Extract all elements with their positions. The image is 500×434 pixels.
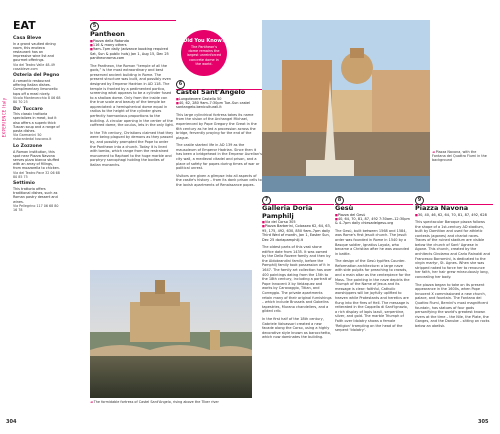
eat-item-name: Osteria del Pegno xyxy=(13,73,60,79)
pantheon-rule xyxy=(90,20,176,21)
navona-body-2: The piazza began to take on its present appearance in the 1600s, when Pope Innocent X commissioned a new church, palace, and fountain. The Fontana dei Quattro Fiumi, Bernini's most magnificent fountain, has statues of four gods personifying the world's greatest known rivers at the time – the Nile, the Plate, the Ganges, and the Danube – sitting on rocks below an obelisk. xyxy=(415,282,490,328)
doria-info xyxy=(262,220,332,242)
castel-section xyxy=(176,80,262,191)
folio-right: 305 xyxy=(478,419,489,425)
pantheon-title: Pantheon xyxy=(90,30,125,38)
eat-box xyxy=(13,20,61,215)
eat-list xyxy=(13,36,61,212)
did-you-know-text: The Pantheon's dome remains the largest unreinforced concrete dome in the world. xyxy=(186,45,222,66)
eat-item xyxy=(13,181,61,212)
gesu-body-1: The Gesù, built between 1568 and 1584, was Rome's first Jesuit church. The Jesuit order was founded in Rome in 1540 by a Basque soldier, Ignatius Loyola, who became a Christian after he was wounded in battle. xyxy=(335,228,409,256)
gesu-address: ■ Piazza del Gesù xyxy=(335,213,411,217)
castel-photo xyxy=(90,270,252,398)
pantheon-info xyxy=(90,39,174,61)
eat-item-address: Via del Teatro Pace 32 06 68 80 85 75 xyxy=(13,170,60,179)
navona-photo-caption-text: Piazza Navona, with the Fontana dei Quattro Fiumi in the background xyxy=(432,150,487,163)
doria-body-1: The oldest parts of this vast stone edifice date from 1435. It was owned by the Della Rovere family and then by the Aldobrandini family, before the Pamphilj family took possession of it in 1647. The family art collection has over 400 paintings dating from the 15th to the 18th century, including a portrait of Pope Innocent X by Velázquez and works by Caravaggio, Titian, and Correggio. The private apartments retain many of their original furnishings – which include Brussels and Gobelins tapestries, Murano chandeliers, and a gilded crib. xyxy=(262,245,332,314)
castel-address: ■ Lungotevere Castello 50 xyxy=(176,97,262,101)
gesu-info xyxy=(335,213,411,226)
navona-image xyxy=(262,20,430,192)
doria-body-2: In the first half of the 18th century, Gabriele Valvassori created a new facade along the Corso, using a highly decorative style known as barocchetto, which now dominates the building. xyxy=(262,316,331,340)
pantheon-body-1: The Pantheon, the Roman “temple of all the gods,” is the most extraordinary and best preserved ancient building in Rome. The present structure was built, and possibly even designed by Emperor Hadrian in AD 118. The temple is fronted by a pedimented portico, screening what appears to be a cylinder fused to a shallow dome. Only from the inside can the true scale and beauty of the temple be appreciated: a hemispherical dome equal in radius to the height of the cylinder gives perfectly harmonious proportions to the building. A circular opening in the center of the coffered dome, the oculus, lets in the only light. xyxy=(90,63,174,128)
eat-item xyxy=(13,36,61,71)
gesu-section xyxy=(335,196,411,336)
castel-body-3: Visitors are given a glimpse into all aspects of the castle's history – from its dank prison cells to the lavish apartments of Renaissance popes. xyxy=(176,173,262,188)
gesu-title: Gesù xyxy=(335,204,354,212)
did-you-know-heading: Did You Know? xyxy=(183,38,225,44)
doria-title: Galleria Doria Pamphilj xyxy=(262,204,313,220)
doria-address: ■ Via del Corso 305 xyxy=(262,220,332,224)
navona-photo xyxy=(262,20,430,192)
castel-image xyxy=(90,270,252,398)
gesu-hours: ■ 40, 64, 70, 81, 87, 492 7:30am–12:30pm & 4–7pm daily chiesadelgesu.org xyxy=(335,217,411,226)
folio-left: 304 xyxy=(6,419,17,425)
side-tab-label: EXPERIENCE Italy xyxy=(1,97,7,138)
eat-heading: EAT xyxy=(13,19,36,32)
eat-item-address: Via del Teatro Valle 48-49 casableve.com xyxy=(13,62,55,71)
doria-section xyxy=(262,196,332,343)
pantheon-bus: ■ 116 & many others xyxy=(90,43,174,47)
castel-caption: ◄ The formidable fortress of Castel Sant'Angelo, rising above the Tiber river xyxy=(90,400,219,404)
castel-info xyxy=(176,97,262,110)
eat-item-name: Da' Tuccaro xyxy=(13,106,43,112)
navona-title: Piazza Navona xyxy=(415,204,469,212)
eat-item-desc: This classic trattoria specializes in meat, but it also offers a superb thick Tuscan soup and a range of pasta dishes. xyxy=(13,112,60,133)
castel-body-1: This large cylindrical fortress takes its name from the vision of the Archangel Michael, experienced by Pope Gregory the Great in the 6th century as he led a procession across the bridge, fervently praying for the end of the plague. xyxy=(176,112,257,140)
eat-item-name: Lo Zozzone xyxy=(13,144,43,150)
castel-title: Castel Sant'Angelo xyxy=(176,88,246,96)
eat-item-name: Settimio xyxy=(13,181,35,187)
gesu-body-2: The design of the Gesù typifies Counter-Reformation architecture: a large nave with side pulpits for preaching to crowds, and a main altar as the centerpiece for the Mass. The painting in the nave depicts the Triumph of the Name of Jesus and its message is clear: faithful, Catholic worshippers will be joyfully uplifted to heaven while Protestants and heretics are flung into the fires of Hell. The message is reiterated in the Cappella di Sant'Ignazio, a rich display of lapis lazuli, serpentine, silver, and gold. The marble Triumph of Faith over Idolatry shows a female 'Religion' trampling on the head of the serpent 'Idolatry'. xyxy=(335,259,411,333)
castel-number: 6 xyxy=(176,80,185,89)
navona-section xyxy=(415,196,491,332)
castel-body-2: The castle started life in AD 139 as the mausoleum of Emperor Hadrian. Since then it has been a bridgehead in the Emperor Aurelian's city wall, a medieval citadel and prison, and a place of safety for popes during times of war or political unrest. xyxy=(176,143,262,171)
eat-item-name: Casa Bleve xyxy=(13,36,42,41)
pantheon-number: 5 xyxy=(90,22,99,31)
doria-hours: ■ Piazza Barberini, Colosseo 62, 64, 63, 95, 175, 492, 630, 850 9am–7pm daily Third Wed of month, Jan 1, Easter Sun, Dec 25 doriapamphilj.it xyxy=(262,224,332,242)
castel-caption-text: The formidable fortress of Castel Sant'Angelo, rising above the Tiber river xyxy=(93,400,219,404)
eat-item-address: Vicolo Montevecchio 8 06 68 80 70 25 xyxy=(13,95,61,104)
side-tab xyxy=(0,70,6,170)
gesu-number: 8 xyxy=(335,196,344,205)
pantheon-section xyxy=(90,22,174,171)
castel-hours: ■ 40, 62, 280 9am–7:30pm Tue–Sun castel santangelo.beniculturali.it xyxy=(176,101,262,110)
eat-item xyxy=(13,107,61,142)
navona-body-1: This spectacular Baroque piazza follows the shape of a 1st-century AD stadium, built by Domitian and used for athletic contests (agones) and chariot races. Traces of the ruined stadium are visible below the church of Sant' Agnese in Agone. This church, created by the architects Girolamo and Carlo Rainaldi and Francesco Borromini, is dedicated to the virgin martyr, St. Agnes. When she was stripped naked to force her to renounce her faith, her hair grew miraculously long, concealing her body. xyxy=(415,219,490,280)
eat-item-desc: This trattoria offers traditional dishes, such as Roman pastry dessert and wines. xyxy=(13,186,58,204)
eat-item-address: Via Garmanini 50 ristorantedal toscano.it xyxy=(13,133,52,142)
pantheon-address: ■ Piazza della Rotonda xyxy=(90,39,174,43)
eat-item-desc: A romantic restaurant offering Italian dishes. Complimentary limoncello tops off a meal nicely. xyxy=(13,78,58,96)
doria-number: 7 xyxy=(262,196,271,205)
pantheon-hours: ■ 9am–7pm daily (advance booking required Sat, Sun & public hols) Jan 1, Aug 15, Dec 25 pantheonroma.com xyxy=(90,47,174,60)
navona-number: 9 xyxy=(415,196,424,205)
eat-item-desc: In a grand vaulted dining room, this enoteca restaurant has an impressive wine list and gourmet offerings. xyxy=(13,41,56,63)
pantheon-body-2: In the 7th century, Christians claimed that they were being plagued by demons as they passed by, and possibly prompted the Pope to order the Pantheon into a church. Today it is lined with tombs, which range from the restrained monument to Raphael to the huge marble and porphyry sarcophagi holding the bodies of Italian monarchs. xyxy=(90,130,174,167)
eat-item-desc: A Roman institution, this spot near Piazza Navona serves pizza bianca stuffed with an array of fillings, from mozzarella to chicken. xyxy=(13,149,60,171)
did-you-know-box xyxy=(181,30,227,76)
navona-bus: ■ 30, 40, 46, 62, 64, 70, 81, 87, 492, 628 xyxy=(415,213,491,217)
eat-item xyxy=(13,144,61,179)
eat-item xyxy=(13,73,61,104)
navona-info xyxy=(415,213,491,217)
navona-photo-caption: ◄ Piazza Navona, with the Fontana dei Quattro Fiumi in the background xyxy=(432,150,487,163)
eat-item-address: Via Pellegrino 117 06 68 80 16 78 xyxy=(13,203,59,212)
